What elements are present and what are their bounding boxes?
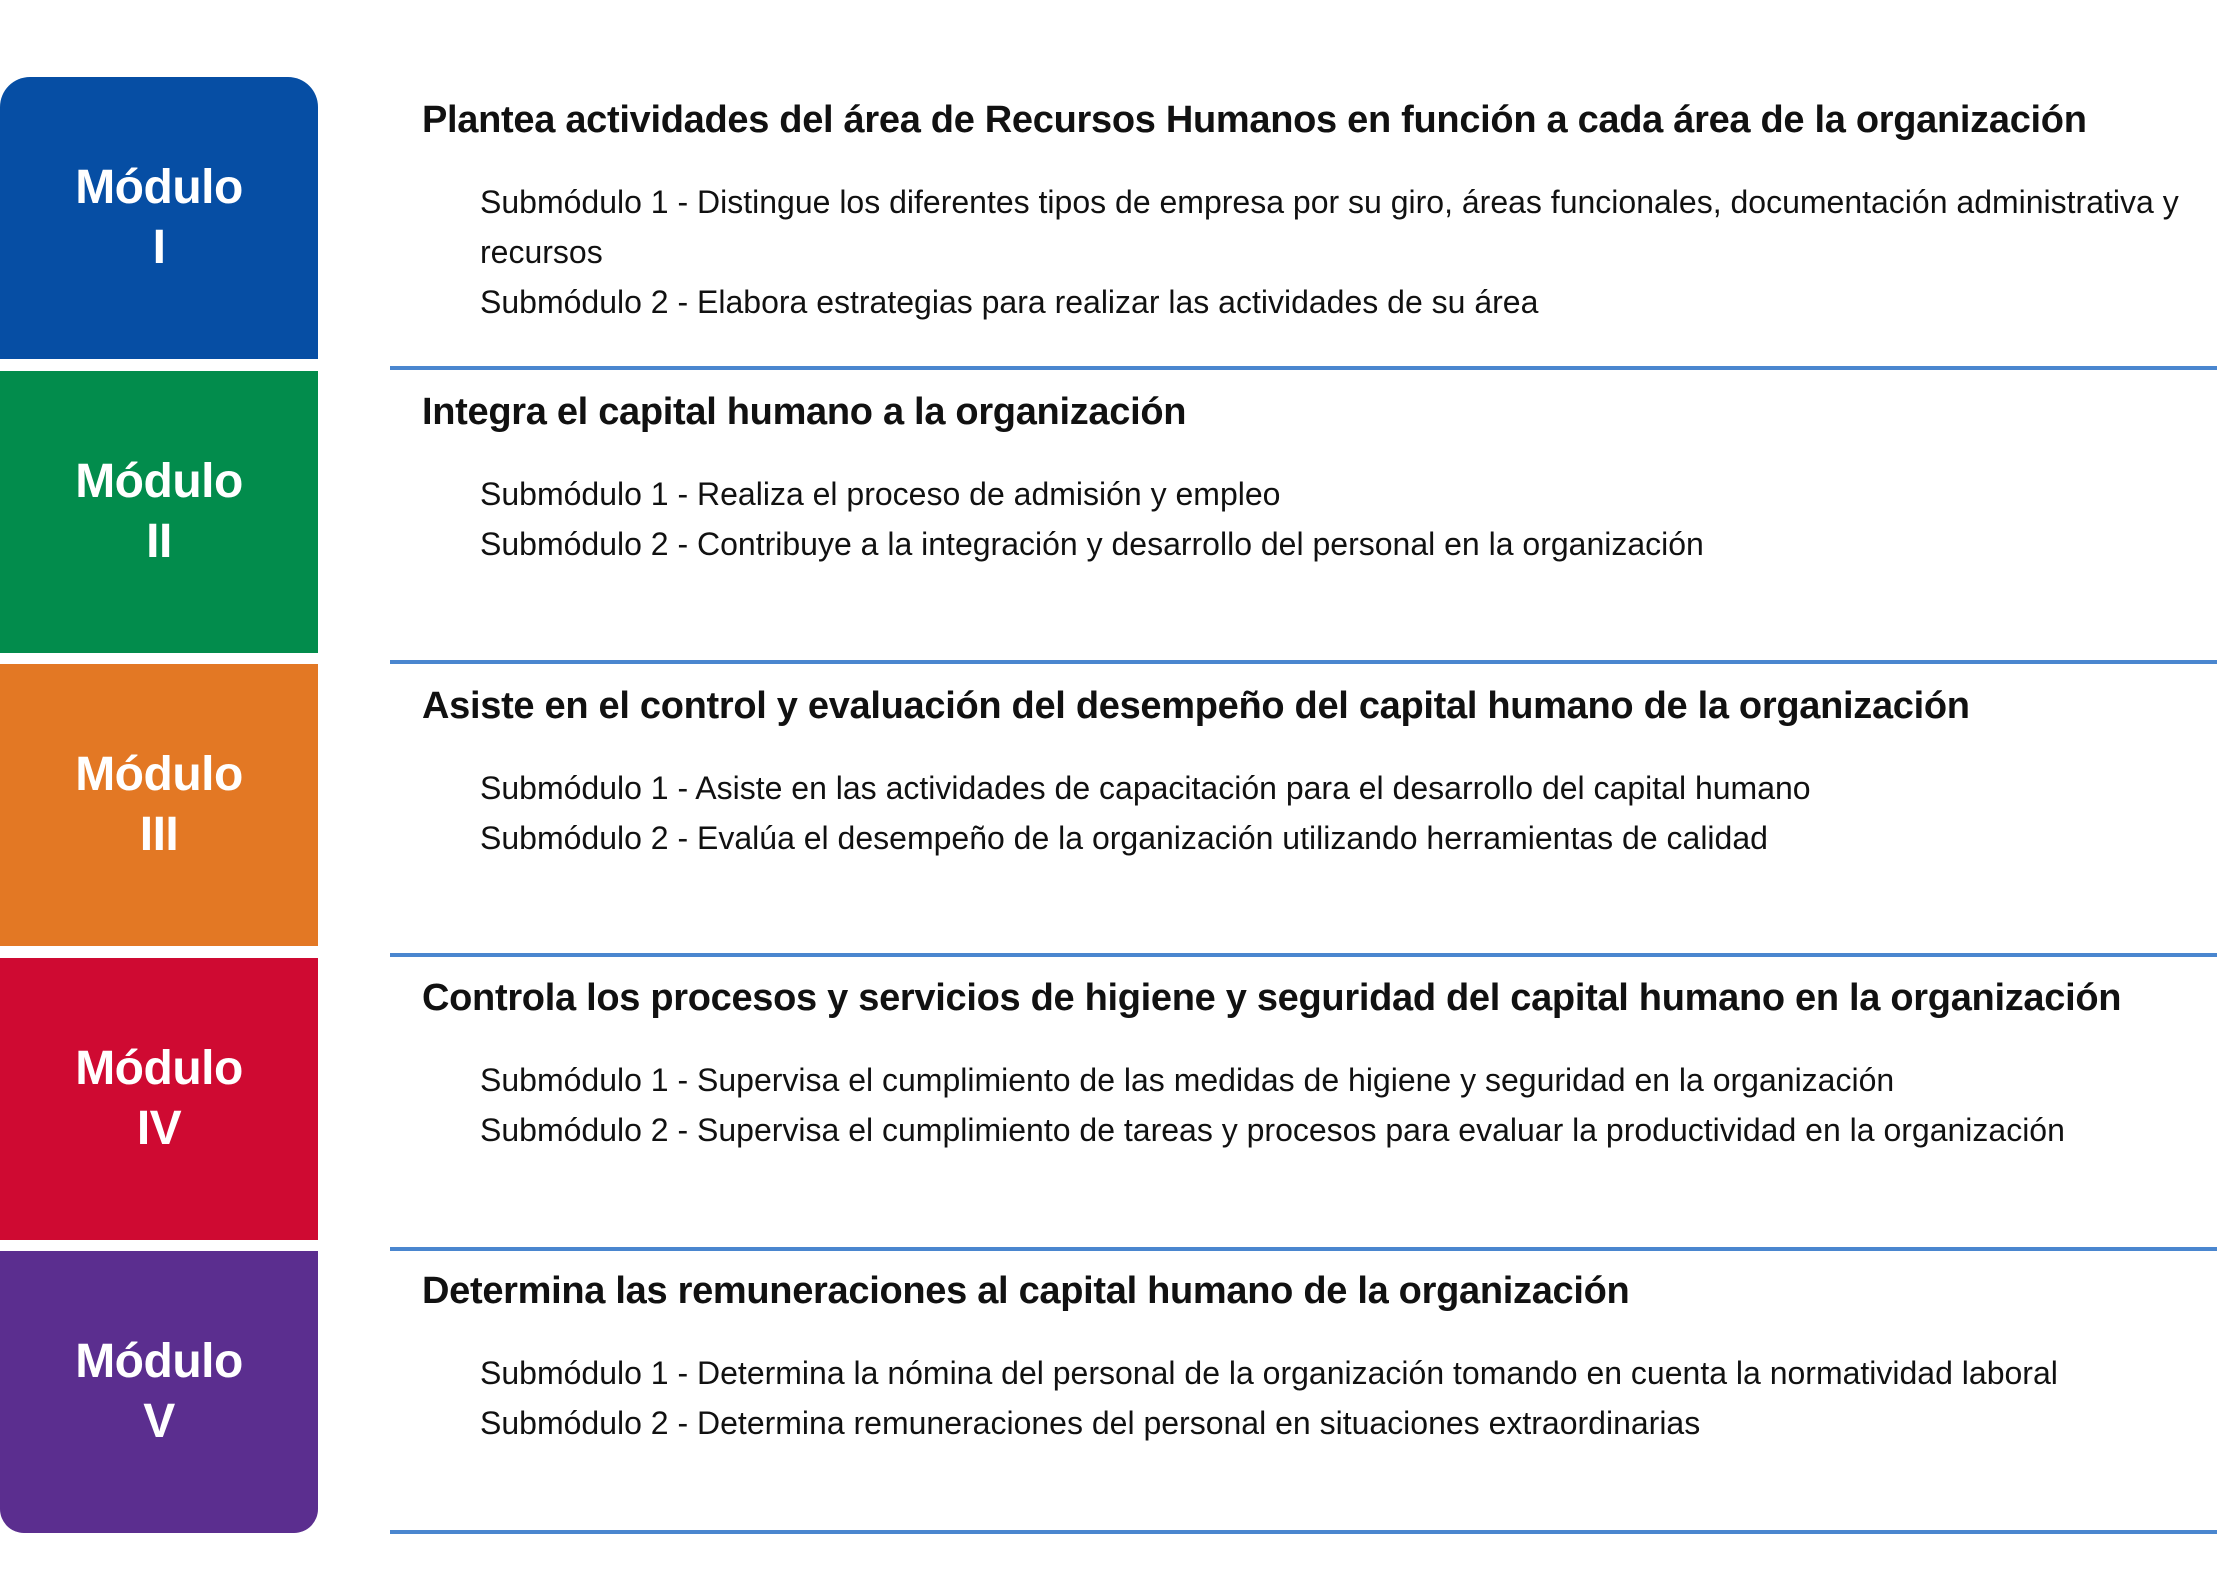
submodule-item: Submódulo 2 - Elabora estrategias para realizar las actividades de su área <box>480 284 1539 320</box>
module-badge-3 <box>0 664 318 946</box>
module-label: Módulo <box>75 1335 243 1388</box>
submodule-list <box>480 177 2180 327</box>
module-numeral: III <box>139 808 179 861</box>
submodule-list <box>480 1055 2180 1155</box>
module-badge-4 <box>0 958 318 1240</box>
module-numeral: II <box>146 515 172 568</box>
submodule-item: Submódulo 2 - Supervisa el cumplimiento de tareas y procesos para evaluar la productividad en la organización <box>480 1112 2065 1148</box>
submodule-item: Submódulo 2 - Contribuye a la integración y desarrollo del personal en la organización <box>480 526 1704 562</box>
module-label: Módulo <box>75 748 243 801</box>
module-numeral: IV <box>136 1102 182 1155</box>
module-label: Módulo <box>75 1042 243 1095</box>
section-title: Determina las remuneraciones al capital humano de la organización <box>422 1270 1630 1312</box>
module-numeral: I <box>152 221 166 274</box>
section-title: Integra el capital humano a la organización <box>422 391 1187 433</box>
submodule-item: Submódulo 2 - Determina remuneraciones del personal en situaciones extraordinarias <box>480 1405 1701 1441</box>
submodule-item: Submódulo 1 - Distingue los diferentes tipos de empresa por su giro, áreas funcionales, documentación administrativa y recursos <box>480 184 2179 270</box>
section-title: Asiste en el control y evaluación del desempeño del capital humano de la organización <box>422 685 1970 727</box>
section-title: Controla los procesos y servicios de higiene y seguridad del capital humano en la organización <box>422 977 2122 1019</box>
submodule-list <box>480 1348 2180 1448</box>
submodule-list <box>480 469 2180 569</box>
section-divider <box>390 366 2217 370</box>
section-title: Plantea actividades del área de Recursos Humanos en función a cada área de la organización <box>422 99 2087 141</box>
submodule-item: Submódulo 1 - Asiste en las actividades de capacitación para el desarrollo del capital humano <box>480 770 1811 806</box>
submodule-item: Submódulo 2 - Evalúa el desempeño de la organización utilizando herramientas de calidad <box>480 820 1768 856</box>
submodule-item: Submódulo 1 - Realiza el proceso de admisión y empleo <box>480 476 1281 512</box>
submodule-item: Submódulo 1 - Supervisa el cumplimiento de las medidas de higiene y seguridad en la organización <box>480 1062 1895 1098</box>
section-divider <box>390 660 2217 664</box>
module-badge-1 <box>0 77 318 359</box>
submodule-item: Submódulo 1 - Determina la nómina del personal de la organización tomando en cuenta la normatividad laboral <box>480 1355 2058 1391</box>
module-numeral: V <box>143 1395 175 1448</box>
module-label: Módulo <box>75 455 243 508</box>
module-badge-5 <box>0 1251 318 1533</box>
submodule-list <box>480 763 2180 863</box>
section-divider <box>390 1530 2217 1534</box>
module-label: Módulo <box>75 161 243 214</box>
section-divider <box>390 1247 2217 1251</box>
section-divider <box>390 953 2217 957</box>
module-badge-2 <box>0 371 318 653</box>
